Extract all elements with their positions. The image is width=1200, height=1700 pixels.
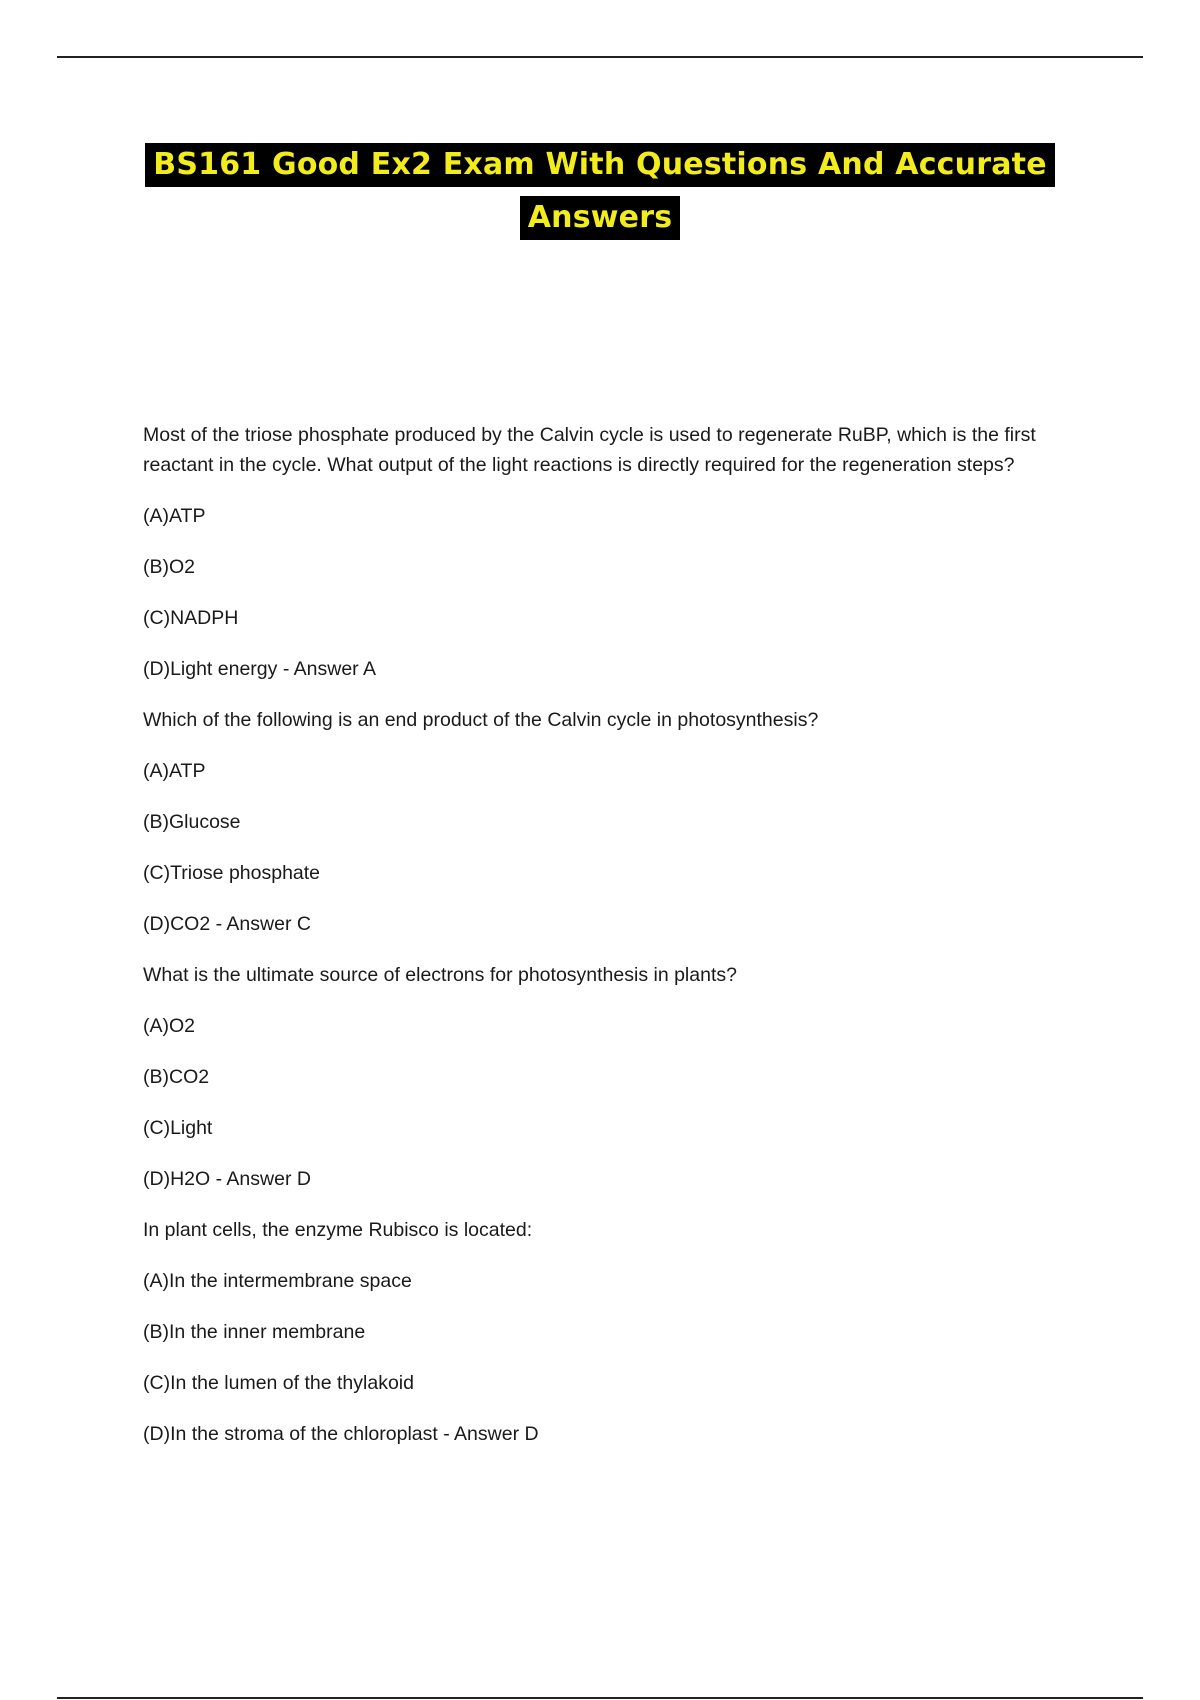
option-d-with-answer: (D)Light energy - Answer A	[143, 658, 377, 680]
question-text: Which of the following is an end product of the Calvin cycle in photosynthesis?	[143, 709, 819, 731]
option-b: (B)In the inner membrane	[143, 1321, 366, 1343]
question-text: In plant cells, the enzyme Rubisco is located:	[143, 1219, 533, 1241]
option-b: (B)CO2	[143, 1066, 210, 1088]
question-block	[143, 960, 1083, 1194]
question-block	[143, 705, 1083, 939]
option-b: (B)Glucose	[143, 811, 241, 833]
title-line-2: Answers	[520, 196, 681, 240]
question-block	[143, 1215, 1083, 1449]
document-title	[0, 143, 1200, 249]
option-a: (A)ATP	[143, 760, 206, 782]
question-block	[143, 420, 1083, 684]
option-c: (C)NADPH	[143, 607, 239, 629]
option-d-with-answer: (D)In the stroma of the chloroplast - Answer D	[143, 1423, 539, 1445]
option-a: (A)O2	[143, 1015, 196, 1037]
question-text: Most of the triose phosphate produced by the Calvin cycle is used to regenerate RuBP, which is the first reactant in the cycle. What output of the light reactions is directly required for the regeneration steps?	[143, 424, 1036, 476]
question-text: What is the ultimate source of electrons for photosynthesis in plants?	[143, 964, 737, 986]
option-a: (A)ATP	[143, 505, 206, 527]
option-c: (C)Light	[143, 1117, 213, 1139]
option-c: (C)Triose phosphate	[143, 862, 321, 884]
option-c: (C)In the lumen of the thylakoid	[143, 1372, 414, 1394]
question-list	[143, 420, 1083, 1470]
option-a: (A)In the intermembrane space	[143, 1270, 412, 1292]
option-d-with-answer: (D)H2O - Answer D	[143, 1168, 311, 1190]
title-line-1: BS161 Good Ex2 Exam With Questions And Accurate	[145, 143, 1055, 187]
option-d-with-answer: (D)CO2 - Answer C	[143, 913, 311, 935]
option-b: (B)O2	[143, 556, 196, 578]
header-rule	[57, 56, 1143, 58]
footer-rule	[57, 1697, 1143, 1699]
